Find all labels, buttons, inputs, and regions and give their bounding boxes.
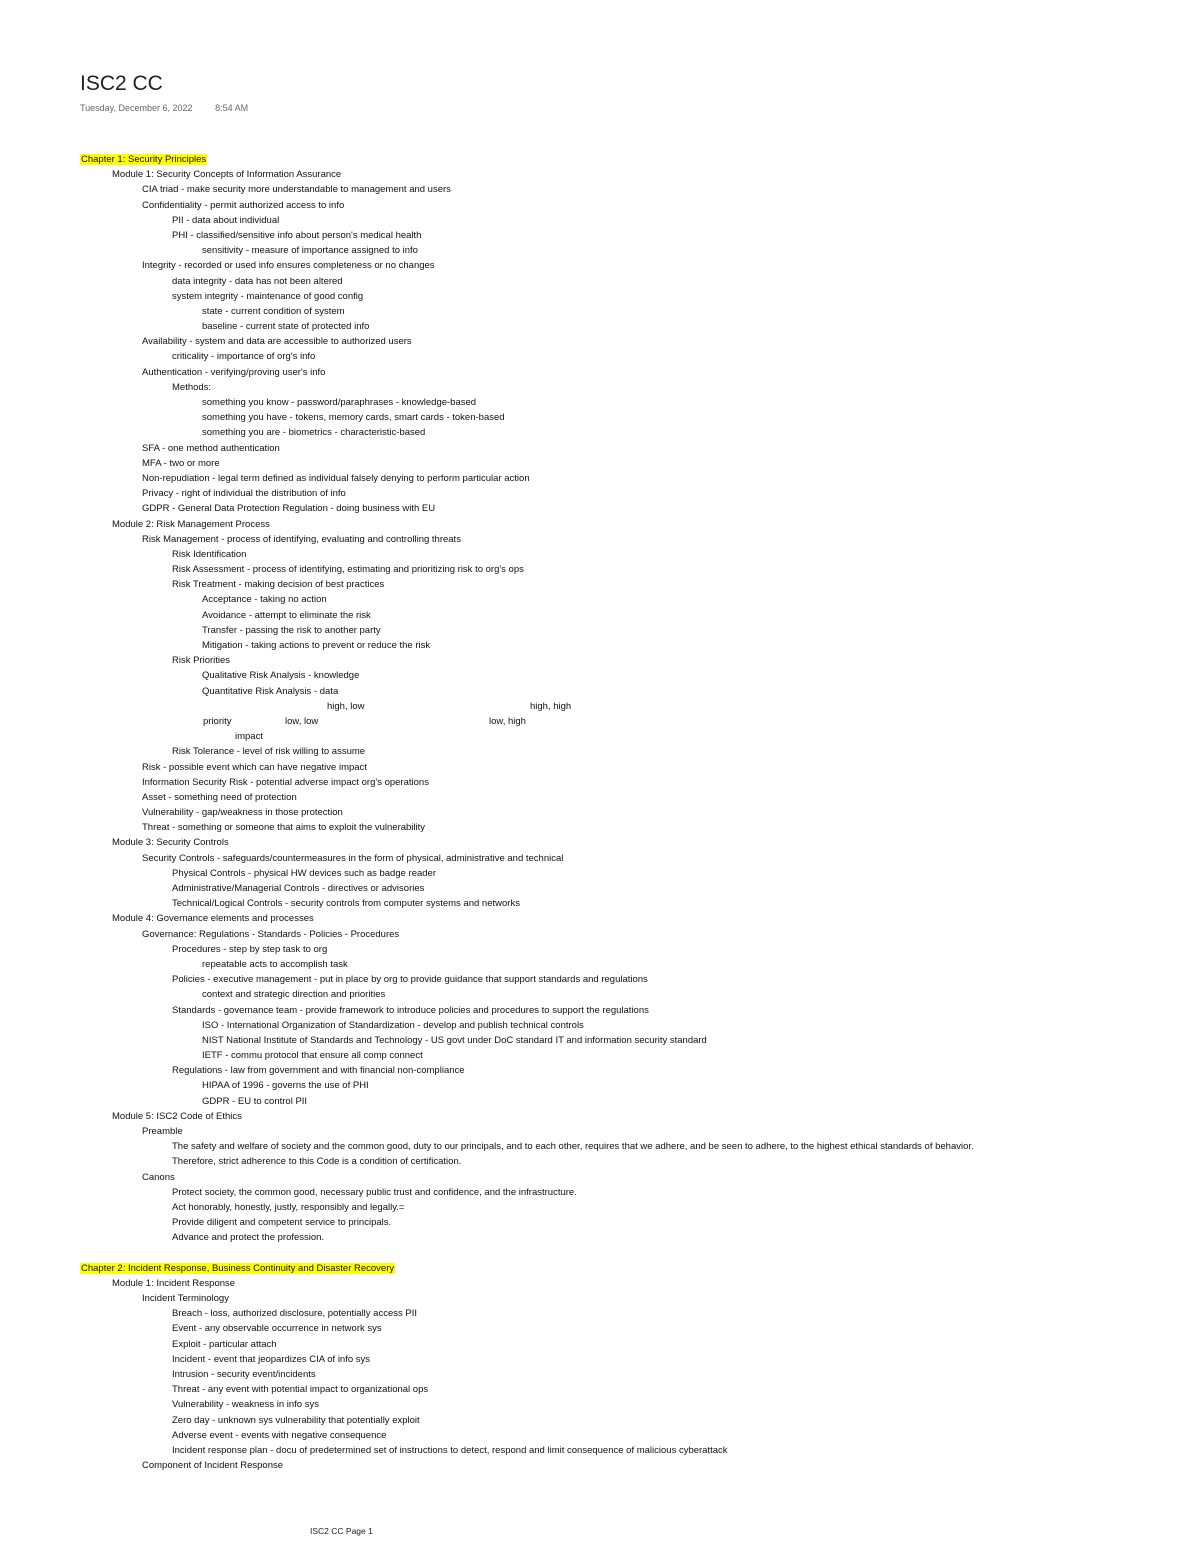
outline-line bbox=[80, 1397, 1160, 1412]
outline-line bbox=[80, 851, 1160, 866]
outline-line-text: data integrity - data has not been altered bbox=[172, 275, 343, 287]
outline-line bbox=[80, 1443, 1160, 1458]
outline-line bbox=[80, 1413, 1160, 1428]
outline-line-text: Incident Terminology bbox=[142, 1293, 229, 1305]
outline-line bbox=[80, 243, 1160, 258]
outline-line bbox=[80, 1048, 1160, 1063]
outline-line-text: Information Security Risk - potential adverse impact org's operations bbox=[142, 776, 429, 788]
outline-line bbox=[80, 684, 1160, 699]
outline-line-text: Advance and protect the profession. bbox=[172, 1232, 325, 1244]
outline-line-text: Risk Assessment - process of identifying, estimating and prioritizing risk to org's ops bbox=[172, 564, 524, 576]
outline-line-text: SFA - one method authentication bbox=[142, 442, 280, 454]
outline-line-text: Non-repudiation - legal term defined as individual falsely denying to perform particular action bbox=[142, 472, 530, 484]
outline-line-text: Physical Controls - physical HW devices such as badge reader bbox=[172, 867, 437, 879]
outline-line bbox=[80, 365, 1160, 380]
outline-line-text: GDPR - General Data Protection Regulation - doing business with EU bbox=[142, 503, 436, 515]
outline-line bbox=[80, 1018, 1160, 1033]
outline-line-text: Avoidance - attempt to eliminate the risk bbox=[202, 609, 371, 621]
outline-line bbox=[80, 957, 1160, 972]
outline-line bbox=[80, 592, 1160, 607]
outline-line-text: context and strategic direction and priorities bbox=[202, 989, 386, 1001]
outline-line-text: Administrative/Managerial Controls - directives or advisories bbox=[172, 883, 425, 895]
outline-line bbox=[80, 410, 1160, 425]
outline-line-text: Quantitative Risk Analysis - data bbox=[202, 685, 339, 697]
outline-line-text: Incident - event that jeopardizes CIA of info sys bbox=[172, 1353, 371, 1365]
outline-line-text: PHI - classified/sensitive info about person's medical health bbox=[172, 229, 422, 241]
outline-line bbox=[80, 1321, 1160, 1336]
outline-line bbox=[80, 1215, 1160, 1230]
outline-line-text: Zero day - unknown sys vulnerability that potentially exploit bbox=[172, 1414, 420, 1426]
page-title: ISC2 CC bbox=[80, 72, 163, 95]
outline-line-text: CIA triad - make security more understandable to management and users bbox=[142, 184, 451, 196]
outline-line bbox=[80, 1337, 1160, 1352]
page-timestamp bbox=[80, 103, 248, 113]
outline-line bbox=[80, 1124, 1160, 1139]
outline-line bbox=[80, 760, 1160, 775]
outline-line bbox=[80, 228, 1160, 243]
outline-line-text: Module 5: ISC2 Code of Ethics bbox=[112, 1110, 242, 1122]
outline-line-text: Module 4: Governance elements and processes bbox=[112, 913, 314, 925]
outline-line-text: Module 2: Risk Management Process bbox=[112, 518, 270, 530]
outline-line-text: Breach - loss, authorized disclosure, potentially access PII bbox=[172, 1308, 418, 1320]
page-date: Tuesday, December 6, 2022 bbox=[80, 103, 193, 113]
outline-line bbox=[80, 425, 1160, 440]
outline-line bbox=[80, 668, 1160, 683]
outline-line-text: Canons bbox=[142, 1171, 175, 1183]
outline-line bbox=[80, 304, 1160, 319]
outline-line bbox=[80, 1230, 1160, 1245]
outline-line-text: something you are - biometrics - characteristic-based bbox=[202, 427, 426, 439]
outline-line bbox=[80, 775, 1160, 790]
outline-line bbox=[80, 1382, 1160, 1397]
outline-line-text: NIST National Institute of Standards and Technology - US govt under DoC standard IT and information security standard bbox=[202, 1034, 707, 1046]
outline-line bbox=[80, 1276, 1160, 1291]
outline-line bbox=[80, 972, 1160, 987]
outline-line bbox=[80, 942, 1160, 957]
outline-line-text: Act honorably, honestly, justly, responsibly and legally.= bbox=[172, 1201, 405, 1213]
outline-line-text: Governance: Regulations - Standards - Policies - Procedures bbox=[142, 928, 400, 940]
outline-line-text: Adverse event - events with negative consequence bbox=[172, 1429, 387, 1441]
outline-line bbox=[80, 1291, 1160, 1306]
outline-line bbox=[80, 927, 1160, 942]
outline-line-text: Methods: bbox=[172, 381, 212, 393]
outline-line-text: Confidentiality - permit authorized access to info bbox=[142, 199, 345, 211]
chapter-heading bbox=[80, 1261, 1160, 1276]
outline-line-text: ISO - International Organization of Standardization - develop and publish technical controls bbox=[202, 1019, 584, 1031]
outline-line-text: Intrusion - security event/incidents bbox=[172, 1369, 316, 1381]
outline-line bbox=[80, 623, 1160, 638]
chapter-heading-text: Chapter 2: Incident Response, Business Continuity and Disaster Recovery bbox=[81, 1262, 395, 1274]
outline-line-text: criticality - importance of org's info bbox=[172, 351, 316, 363]
outline-line bbox=[80, 167, 1160, 182]
outline-line-text: Security Controls - safeguards/countermeasures in the form of physical, administrative and technical bbox=[142, 852, 564, 864]
outline-line bbox=[80, 790, 1160, 805]
matrix-low-high: low, high bbox=[489, 715, 526, 727]
outline-line bbox=[80, 911, 1160, 926]
outline-line bbox=[80, 835, 1160, 850]
outline-line-text: Availability - system and data are accessible to authorized users bbox=[142, 336, 412, 348]
outline-line bbox=[80, 1154, 1160, 1169]
outline-line-text: Module 1: Security Concepts of Information Assurance bbox=[112, 169, 342, 181]
outline-line bbox=[80, 866, 1160, 881]
outline-line bbox=[80, 1063, 1160, 1078]
outline-line bbox=[80, 744, 1160, 759]
outline-line bbox=[80, 820, 1160, 835]
outline-line bbox=[80, 1078, 1160, 1093]
outline-line bbox=[80, 1003, 1160, 1018]
outline-line-text: Regulations - law from government and with financial non-compliance bbox=[172, 1065, 465, 1077]
outline-line-text: Component of Incident Response bbox=[142, 1460, 284, 1472]
outline-line bbox=[80, 1094, 1160, 1109]
matrix-low-low: low, low bbox=[285, 715, 319, 727]
outline-line bbox=[80, 456, 1160, 471]
outline-line-text: Provide diligent and competent service to principals. bbox=[172, 1217, 392, 1229]
outline-line bbox=[80, 334, 1160, 349]
outline-line-text: Standards - governance team - provide framework to introduce policies and procedures to support the regulations bbox=[172, 1004, 649, 1016]
outline-line bbox=[80, 562, 1160, 577]
outline-line bbox=[80, 441, 1160, 456]
outline-line bbox=[80, 608, 1160, 623]
outline-line-text: something you know - password/paraphrases - knowledge-based bbox=[202, 397, 477, 408]
outline-line bbox=[80, 653, 1160, 668]
outline-line bbox=[80, 258, 1160, 273]
outline-line bbox=[80, 198, 1160, 213]
outline-line bbox=[80, 532, 1160, 547]
outline-line-text: Privacy - right of individual the distribution of info bbox=[142, 488, 346, 500]
outline-line bbox=[80, 1185, 1160, 1200]
outline-line bbox=[80, 289, 1160, 304]
outline-line-text: Module 1: Incident Response bbox=[112, 1277, 236, 1289]
outline-line bbox=[80, 395, 1160, 410]
outline-line-text: repeatable acts to accomplish task bbox=[202, 958, 348, 970]
outline-line-text: Risk Tolerance - level of risk willing to assume bbox=[172, 746, 366, 758]
blank-line bbox=[80, 1246, 1160, 1261]
outline-line-text: Threat - something or someone that aims to exploit the vulnerability bbox=[142, 822, 426, 834]
outline-line bbox=[80, 638, 1160, 653]
outline-line-text: Risk Priorities bbox=[172, 655, 231, 667]
outline-line-text: The safety and welfare of society and the common good, duty to our principals, and to each other, requires that we adhere, and be seen to adhere, to the highest ethical standards of behavior. bbox=[172, 1141, 974, 1153]
outline-line-text: Procedures - step by step task to org bbox=[172, 943, 328, 955]
outline-line bbox=[80, 1033, 1160, 1048]
outline-line bbox=[80, 1170, 1160, 1185]
outline-line-text: Exploit - particular attach bbox=[172, 1338, 277, 1350]
outline-line bbox=[80, 1200, 1160, 1215]
outline-line-text: Risk - possible event which can have negative impact bbox=[142, 761, 367, 773]
outline-line-text: sensitivity - measure of importance assigned to info bbox=[202, 245, 418, 257]
outline-line bbox=[80, 805, 1160, 820]
outline-line-text: something you have - tokens, memory cards, smart cards - token-based bbox=[202, 412, 505, 424]
outline-line-text: Technical/Logical Controls - security controls from computer systems and networks bbox=[172, 898, 520, 910]
outline-line-text: system integrity - maintenance of good config bbox=[172, 290, 364, 302]
outline-line bbox=[80, 881, 1160, 896]
outline-line bbox=[80, 1139, 1160, 1154]
outline-line-text: Vulnerability - gap/weakness in those protection bbox=[142, 807, 343, 819]
outline-line-text: Threat - any event with potential impact to organizational ops bbox=[172, 1384, 429, 1396]
outline-line-text: Incident response plan - docu of predetermined set of instructions to detect, respond and limit consequence of malicious cyberattack bbox=[172, 1444, 728, 1456]
outline-line bbox=[80, 1367, 1160, 1382]
outline-line bbox=[80, 1458, 1160, 1473]
outline-line bbox=[80, 349, 1160, 364]
outline-line-text: Preamble bbox=[142, 1126, 183, 1138]
outline-line-text: Event - any observable occurrence in network sys bbox=[172, 1323, 382, 1335]
chapter-heading bbox=[80, 152, 1160, 167]
outline-line-text: state - current condition of system bbox=[202, 305, 345, 317]
outline-line-text: Risk Management - process of identifying, evaluating and controlling threats bbox=[142, 533, 461, 545]
outline-line-text: Integrity - recorded or used info ensures completeness or no changes bbox=[142, 260, 435, 272]
outline-line bbox=[80, 274, 1160, 289]
outline-line bbox=[80, 896, 1160, 911]
outline-line bbox=[80, 319, 1160, 334]
outline-line-text: MFA - two or more bbox=[142, 457, 220, 469]
outline-line bbox=[80, 1428, 1160, 1443]
matrix-high-high: high, high bbox=[530, 700, 572, 712]
page-footer: ISC2 CC Page 1 bbox=[310, 1526, 373, 1536]
outline-line bbox=[80, 547, 1160, 562]
outline-line bbox=[80, 380, 1160, 395]
outline-line-text: Module 3: Security Controls bbox=[112, 837, 229, 849]
notes-outline bbox=[80, 152, 1160, 1473]
outline-line-text: PII - data about individual bbox=[172, 214, 280, 226]
outline-line-text: Transfer - passing the risk to another party bbox=[202, 624, 381, 636]
outline-line-text: Policies - executive management - put in place by org to provide guidance that support standards and regulations bbox=[172, 974, 648, 986]
outline-line-text: Mitigation - taking actions to prevent or reduce the risk bbox=[202, 640, 431, 651]
outline-line-text: baseline - current state of protected info bbox=[202, 321, 370, 333]
outline-line bbox=[80, 486, 1160, 501]
outline-line bbox=[80, 213, 1160, 228]
outline-line bbox=[80, 517, 1160, 532]
outline-line-text: Qualitative Risk Analysis - knowledge bbox=[202, 670, 360, 682]
outline-line-text: Acceptance - taking no action bbox=[202, 594, 327, 606]
outline-line-text: GDPR - EU to control PII bbox=[202, 1095, 308, 1107]
outline-line-text: Risk Treatment - making decision of best practices bbox=[172, 579, 385, 591]
matrix-priority-label: priority bbox=[203, 715, 232, 727]
outline-line bbox=[80, 1109, 1160, 1124]
matrix-impact-label: impact bbox=[235, 731, 263, 743]
outline-line bbox=[80, 1306, 1160, 1321]
risk-priority-matrix bbox=[80, 699, 1160, 745]
outline-line-text: Therefore, strict adherence to this Code is a condition of certification. bbox=[172, 1156, 462, 1168]
outline-line-text: Vulnerability - weakness in info sys bbox=[172, 1399, 319, 1411]
outline-line bbox=[80, 987, 1160, 1002]
outline-line-text: Authentication - verifying/proving user's info bbox=[142, 366, 326, 378]
outline-line-text: Asset - something need of protection bbox=[142, 791, 297, 803]
chapter-heading-text: Chapter 1: Security Principles bbox=[81, 154, 207, 165]
outline-line bbox=[80, 501, 1160, 516]
outline-line-text: IETF - commu protocol that ensure all comp connect bbox=[202, 1050, 423, 1062]
outline-line-text: HIPAA of 1996 - governs the use of PHI bbox=[202, 1080, 369, 1092]
outline-line bbox=[80, 471, 1160, 486]
matrix-high-low: high, low bbox=[327, 700, 365, 712]
outline-line bbox=[80, 577, 1160, 592]
page-time: 8:54 AM bbox=[215, 103, 249, 113]
outline-line-text: Protect society, the common good, necessary public trust and confidence, and the infrastructure. bbox=[172, 1186, 577, 1198]
outline-line bbox=[80, 1352, 1160, 1367]
outline-line-text: Risk Identification bbox=[172, 548, 247, 560]
outline-line bbox=[80, 182, 1160, 197]
